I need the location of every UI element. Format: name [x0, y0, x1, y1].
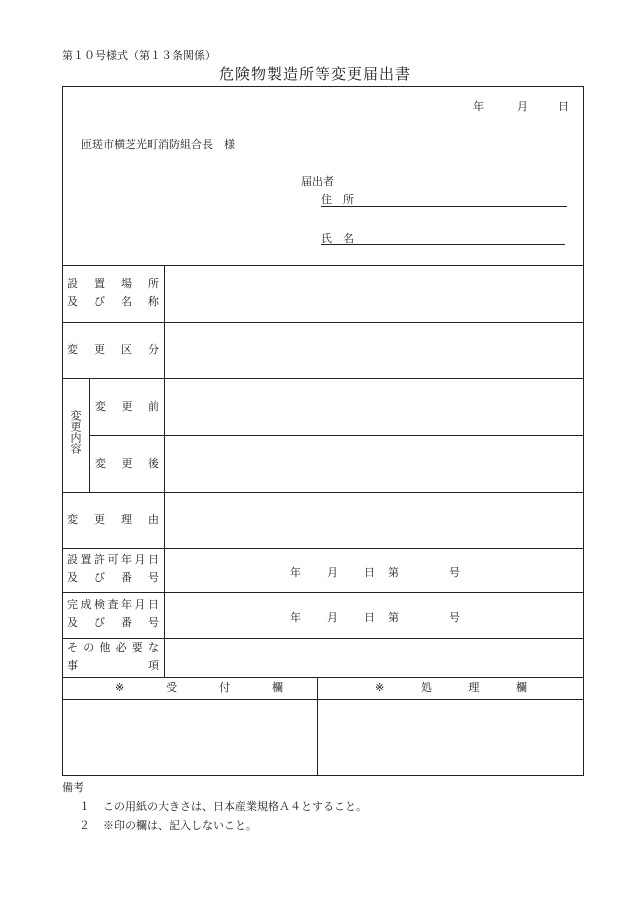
inspection-label-line1: 完 成 検 査 年 月 日	[67, 598, 159, 611]
note-2-text: ※印の欄は、記入しないこと。	[103, 819, 257, 832]
address-field[interactable]	[321, 206, 567, 207]
change-before-field[interactable]	[165, 379, 583, 435]
other-label-line1: そ の 他 必 要 な	[67, 641, 159, 654]
inspection-month: 月	[327, 611, 338, 624]
permit-no: 第	[388, 566, 399, 579]
date-day-label: 日	[558, 100, 569, 113]
permit-number-suffix: 号	[449, 566, 460, 579]
location-field[interactable]	[165, 266, 583, 322]
location-label-line1: 設 置 場 所	[67, 277, 159, 290]
note-2-number: ２	[79, 819, 90, 832]
date-year-label: 年	[473, 100, 484, 113]
form-number: 第１０号様式（第１３条関係）	[62, 49, 216, 62]
processing-header: ※ 処 理 欄	[375, 681, 527, 694]
notes-heading: 備考	[62, 781, 84, 794]
inspection-year: 年	[290, 611, 301, 624]
form-table	[62, 86, 584, 776]
inspection-number-suffix: 号	[449, 611, 460, 624]
permit-month: 月	[327, 566, 338, 579]
addressee: 匝瑳市横芝光町消防組合長 様	[81, 138, 235, 151]
notifier-label: 届出者	[301, 175, 334, 188]
date-month-label: 月	[517, 100, 528, 113]
permit-day: 日	[364, 566, 375, 579]
change-after-field[interactable]	[165, 436, 583, 492]
name-label: 氏 名	[321, 232, 354, 245]
change-before-label: 変 更 前	[95, 400, 159, 413]
inspection-day: 日	[364, 611, 375, 624]
other-label-line2: 事 項	[67, 659, 159, 672]
location-label-line2: 及 び 名 称	[67, 295, 159, 308]
permit-year: 年	[290, 566, 301, 579]
processing-box	[318, 700, 583, 775]
permit-label-line2: 及 び 番 号	[67, 571, 159, 584]
change-reason-label: 変 更 理 由	[67, 513, 159, 526]
note-1-number: １	[79, 800, 90, 813]
change-after-label: 変 更 後	[95, 457, 159, 470]
address-label: 住 所	[321, 193, 354, 206]
inspection-no: 第	[388, 611, 399, 624]
change-category-field[interactable]	[165, 323, 583, 378]
note-1-text: この用紙の大きさは、日本産業規格Ａ４とすること。	[103, 800, 367, 813]
other-field[interactable]	[165, 639, 583, 677]
page-title: 危険物製造所等変更届出書	[218, 65, 411, 83]
change-category-label: 変 更 区 分	[67, 343, 159, 356]
reception-header: ※ 受 付 欄	[115, 681, 283, 694]
inspection-label-line2: 及 び 番 号	[67, 616, 159, 629]
change-reason-field[interactable]	[165, 493, 583, 548]
change-content-label: 変更内容	[69, 410, 82, 454]
permit-label-line1: 設 置 許 可 年 月 日	[67, 553, 159, 566]
name-field[interactable]	[321, 244, 565, 245]
reception-box	[63, 700, 317, 775]
